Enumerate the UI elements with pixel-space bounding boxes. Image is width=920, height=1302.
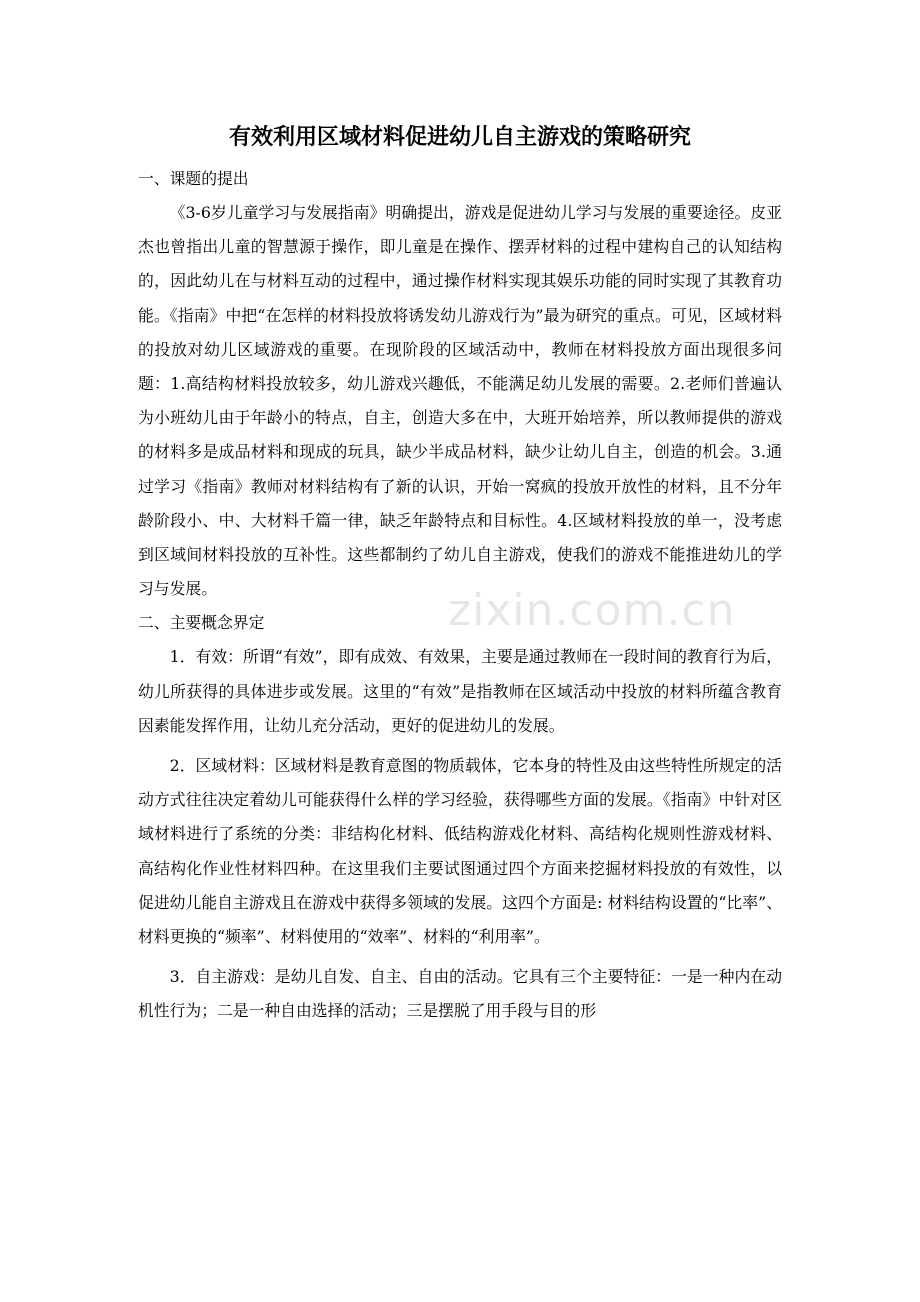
section-heading-1: 一、课题的提出 [138, 169, 249, 188]
section-2-paragraph-3: 3．自主游戏：是幼儿自发、自主、自由的活动。它具有三个主要特征：一是一种内在动机性行为；二是一种自由选择的活动；三是摆脱了用手段与目的形 [138, 967, 782, 1021]
section-2-paragraph-2: 2．区域材料：区域材料是教育意图的物质载体，它本身的特性及由这些特性所规定的活动方式往往决定着幼儿可能获得什么样的学习经验，获得哪些方面的发展。《指南》中针对区域材料进行了系统的分类：非结构化材料、低结构游戏化材料、高结构化规则性游戏材料、高结构化作业性材料四种。在这里我们主要试图通过四个方面来挖掘材料投放的有效性，以促进幼儿能自主游戏且在游戏中获得多领域的发展。这四个方面是: 材料结构设置的“比率”、材料更换的“频率”、材料使用的“效率”、材料的“利用率”。 [138, 756, 782, 947]
section-1-paragraph-1: 《3-6岁儿童学习与发展指南》明确提出，游戏是促进幼儿学习与发展的重要途径。皮亚杰也曾指出儿童的智慧源于操作，即儿童是在操作、摆弄材料的过程中建构自己的认知结构的，因此幼儿在与材料互动的过程中，通过操作材料实现其娱乐功能的同时实现了其教育功能。《指南》中把“在怎样的材料投放将诱发幼儿游戏行为”最为研究的重点。可见，区域材料的投放对幼儿区域游戏的重要。在现阶段的区域活动中，教师在材料投放方面出现很多问题：1.高结构材料投放较多，幼儿游戏兴趣低，不能满足幼儿发展的需要。2.老师们普遍认为小班幼儿由于年龄小的特点，自主，创造大多在中，大班开始培养，所以教师提供的游戏的材料多是成品材料和现成的玩具，缺少半成品材料，缺少让幼儿自主，创造的机会。3.通过学习《指南》教师对材料结构有了新的认识，开始一窝疯的投放开放性的材料，且不分年龄阶段小、中、大材料千篇一律，缺乏年龄特点和目标性。4.区域材料投放的单一，没考虑到区域间材料投放的互补性。这些都制约了幼儿自主游戏，使我们的游戏不能推进幼儿的学习与发展。 [138, 203, 782, 599]
section-heading-2: 二、主要概念界定 [138, 613, 265, 633]
watermark-text: zixin.com.cn [448, 585, 736, 636]
section-2-paragraph-1: 1．有效：所谓“有效”，即有成效、有效果，主要是通过教师在一段时间的教育行为后，幼儿所获得的具体进步或发展。这里的“有效”是指教师在区域活动中投放的材料所蕴含教育因素能发挥作用，让幼儿充分活动，更好的促进幼儿的发展。 [138, 647, 782, 735]
document-title: 有效利用区域材料促进幼儿自主游戏的策略研究 [228, 125, 691, 150]
document-body [138, 118, 782, 1029]
